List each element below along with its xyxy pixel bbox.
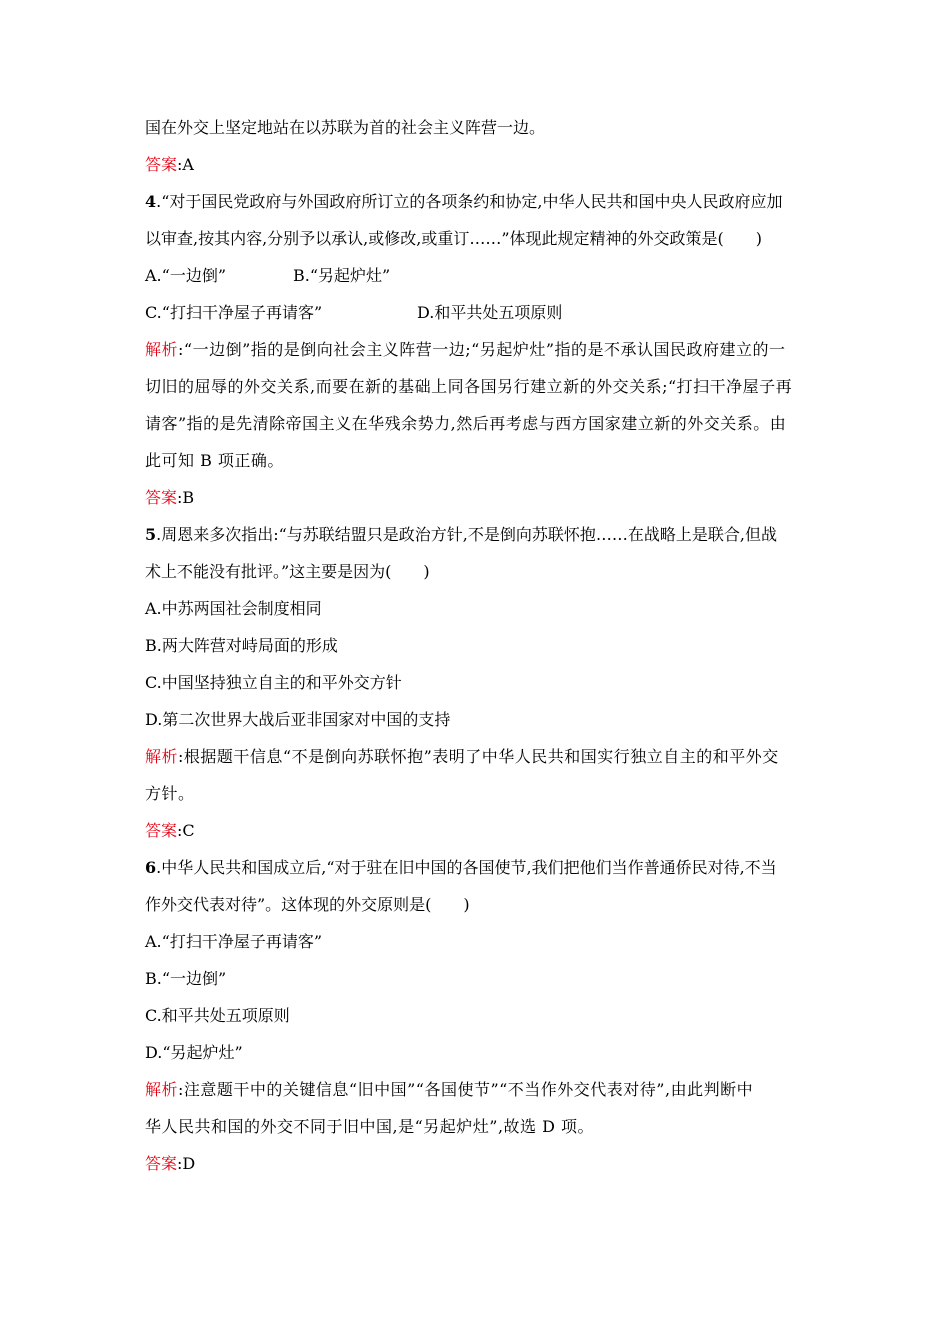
q6-option-a: A.“打扫干净屋子再请客”	[145, 932, 323, 951]
answer-label: 答案	[145, 1154, 178, 1173]
q5-number: 5	[145, 525, 157, 544]
q6-number: 6	[145, 858, 157, 877]
q4-stem-text1: .“对于国民党政府与外国政府所订立的各项条约和协定,中华人民共和国中央人民政府应加	[156, 192, 783, 211]
q5-option-b: B.两大阵营对峙局面的形成	[145, 636, 338, 655]
document-page	[145, 118, 810, 1174]
q6-option-c: C.和平共处五项原则	[145, 1006, 290, 1025]
q6-answer	[145, 1154, 810, 1174]
q4-analysis-line1	[145, 340, 810, 360]
q4-stem-line1	[145, 192, 810, 212]
q4-option-c: C.“打扫干净屋子再请客”	[145, 303, 323, 322]
q4-option-b: B.“另起炉灶”	[293, 266, 391, 285]
q5-stem-line1	[145, 525, 810, 545]
q4-number: 4	[145, 192, 157, 211]
q5-stem-line2: 术上不能没有批评。”这主要是因为( )	[145, 562, 430, 581]
q6-analysis-line2: 华人民共和国的外交不同于旧中国,是“另起炉灶”,故选 D 项。	[145, 1117, 595, 1136]
q5-option-a: A.中苏两国社会制度相同	[145, 599, 322, 618]
q4-analysis-line4: 此可知 B 项正确。	[145, 451, 284, 470]
q5-option-c: C.中国坚持独立自主的和平外交方针	[145, 673, 402, 692]
q4-options-ab	[145, 266, 810, 286]
q4-analysis-line3: 请客”指的是先清除帝国主义在华残余势力,然后再考虑与西方国家建立新的外交关系。由	[145, 414, 787, 433]
q6-analysis-text1: :注意题干中的关键信息“旧中国”“各国使节”“不当作外交代表对待”,由此判断中	[178, 1080, 754, 1099]
q5-analysis-line1	[145, 747, 810, 767]
answer-value: :C	[177, 821, 195, 840]
q6-stem-text1: .中华人民共和国成立后,“对于驻在旧中国的各国使节,我们把他们当作普通侨民对待,不当	[156, 858, 777, 877]
q6-option-d: D.“另起炉灶”	[145, 1043, 243, 1062]
q4-stem-line2: 以审查,按其内容,分别予以承认,或修改,或重订……”体现此规定精神的外交政策是( )	[145, 229, 763, 248]
q4-answer	[145, 488, 810, 508]
q4-analysis-line2: 切旧的屈辱的外交关系,而要在新的基础上同各国另行建立新的外交关系;“打扫干净屋子再	[145, 377, 793, 396]
q6-analysis-line1	[145, 1080, 810, 1100]
answer-label: 答案	[145, 155, 178, 174]
q4-options-cd	[145, 303, 810, 323]
answer-value: :B	[177, 488, 195, 507]
answer-value: :D	[177, 1154, 196, 1173]
answer-value: :A	[177, 155, 194, 174]
q5-analysis-line2: 方针。	[145, 784, 195, 803]
q5-stem-text1: .周恩来多次指出:“与苏联结盟只是政治方针,不是倒向苏联怀抱……在战略上是联合,但战	[156, 525, 777, 544]
analysis-label: 解析	[145, 340, 179, 359]
q4-analysis-text1: :“一边倒”指的是倒向社会主义阵营一边;“另起炉灶”指的是不承认国民政府建立的一	[178, 340, 786, 359]
q6-option-b: B.“一边倒”	[145, 969, 227, 988]
q5-option-d: D.第二次世界大战后亚非国家对中国的支持	[145, 710, 451, 729]
analysis-label: 解析	[145, 747, 179, 766]
answer-label: 答案	[145, 488, 178, 507]
q3-answer	[145, 155, 810, 175]
q4-option-a: A.“一边倒”	[145, 266, 227, 285]
q6-stem-line2: 作外交代表对待”。这体现的外交原则是( )	[145, 895, 470, 914]
q5-analysis-text1: :根据题干信息“不是倒向苏联怀抱”表明了中华人民共和国实行独立自主的和平外交	[178, 747, 779, 766]
intro-tail: 国在外交上坚定地站在以苏联为首的社会主义阵营一边。	[145, 118, 546, 137]
q5-answer	[145, 821, 810, 841]
answer-label: 答案	[145, 821, 178, 840]
analysis-label: 解析	[145, 1080, 179, 1099]
q6-stem-line1	[145, 858, 810, 878]
q4-option-d: D.和平共处五项原则	[417, 303, 563, 322]
